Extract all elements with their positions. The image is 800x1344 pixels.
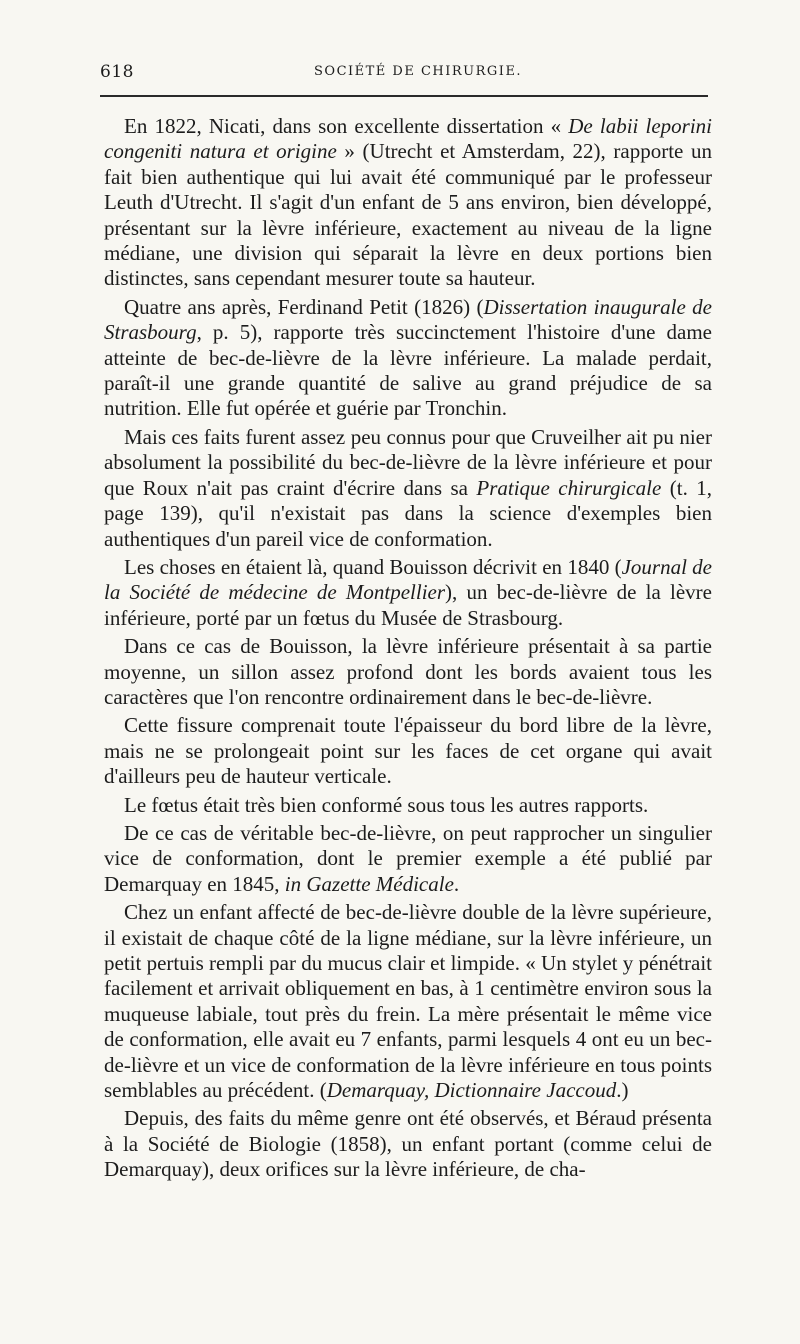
body-text (104, 114, 712, 1186)
paragraph-9: Chez un enfant affecté de bec-de-lièvre double de la lèvre supérieure, il existait de chaque côté de la ligne médiane, sur la lèvre inférieure, un petit pertuis rempli par du mucus clair et limpide. « Un stylet y pénétrait facilement et arrivait obliquement en bas, à 1 centimètre environ sous la muqueuse labiale, tout près du frein. La mère présentait le même vice de conformation, elle avait eu 7 enfants, parmi lesquels 4 ont eu un bec-de-lièvre et un vice de conformation de la lèvre inférieure en tous points semblables au précédent. (Demarquay, Dictionnaire Jaccoud.) (104, 900, 712, 1103)
paragraph-7: Le fœtus était très bien conformé sous tous les autres rapports. (124, 792, 649, 817)
paragraph-3: Mais ces faits furent assez peu connus pour que Cruveilher ait pu nier absolument la possibilité du bec-de-lièvre de la lèvre inférieure et pour que Roux n'ait pas craint d'écrire dans sa Pratique chirurgicale (t. 1, page 139), qu'il n'existait pas dans la science d'exemples bien authentiques d'un pareil vice de conformation. (104, 424, 713, 551)
page-number: 618 (100, 62, 134, 82)
paragraph-5: Dans ce cas de Bouisson, la lèvre inférieure présentait à sa partie moyenne, un sillon assez profond dont les bords avaient tous les caractères que l'on rencontre ordinairement dans le bec-de-lièvre. (104, 634, 712, 709)
paragraph-2: Quatre ans après, Ferdinand Petit (1826) (Dissertation inaugurale de Strasbourg, p. 5), rapporte très succinctement l'histoire d'une dame atteinte de bec-de-lièvre de la lèvre inférieure. La malade perdait, paraît-il une grande quantité de salive au grand préjudice de sa nutrition. Elle fut opérée et guérie par Tronchin. (104, 294, 712, 421)
paragraph-8: De ce cas de véritable bec-de-lièvre, on peut rapprocher un singulier vice de conformation, dont le premier exemple a été publié par Demarquay en 1845, in Gazette Médicale. (104, 820, 712, 896)
paragraph-6: Cette fissure comprenait toute l'épaisseur du bord libre de la lèvre, mais ne se prolongeait point sur les faces de cet organe qui avait d'ailleurs peu de hauteur verticale. (104, 713, 712, 789)
header-rule (100, 95, 708, 97)
paragraph-10: Depuis, des faits du même genre ont été observés, et Béraud présenta à la Société de Biologie (1858), un enfant portant (comme celui de Demarquay), deux orifices sur la lèvre inférieure, de cha- (104, 1106, 712, 1182)
page-header (100, 58, 708, 88)
paragraph-4: Les choses en étaient là, quand Bouisson décrivit en 1840 (Journal de la Société de médecine de Montpellier), un bec-de-lièvre de la lèvre inférieure, porté par un fœtus du Musée de Strasbourg. (104, 554, 712, 630)
paragraph-1: En 1822, Nicati, dans son excellente dissertation « De labii leporini congeniti natura et origine » (Utrecht et Amsterdam, 22), rapporte un fait bien authentique qui lui avait été communiqué par le professeur Leuth d'Utrecht. Il s'agit d'un enfant de 5 ans environ, bien développé, présentant sur la lèvre inférieure, exactement au niveau de la ligne médiane, une division qui séparait la lèvre en deux portions bien distinctes, sans cependant mesurer toute sa hauteur. (104, 114, 712, 291)
running-head: SOCIÉTÉ DE CHIRURGIE. (314, 64, 523, 79)
